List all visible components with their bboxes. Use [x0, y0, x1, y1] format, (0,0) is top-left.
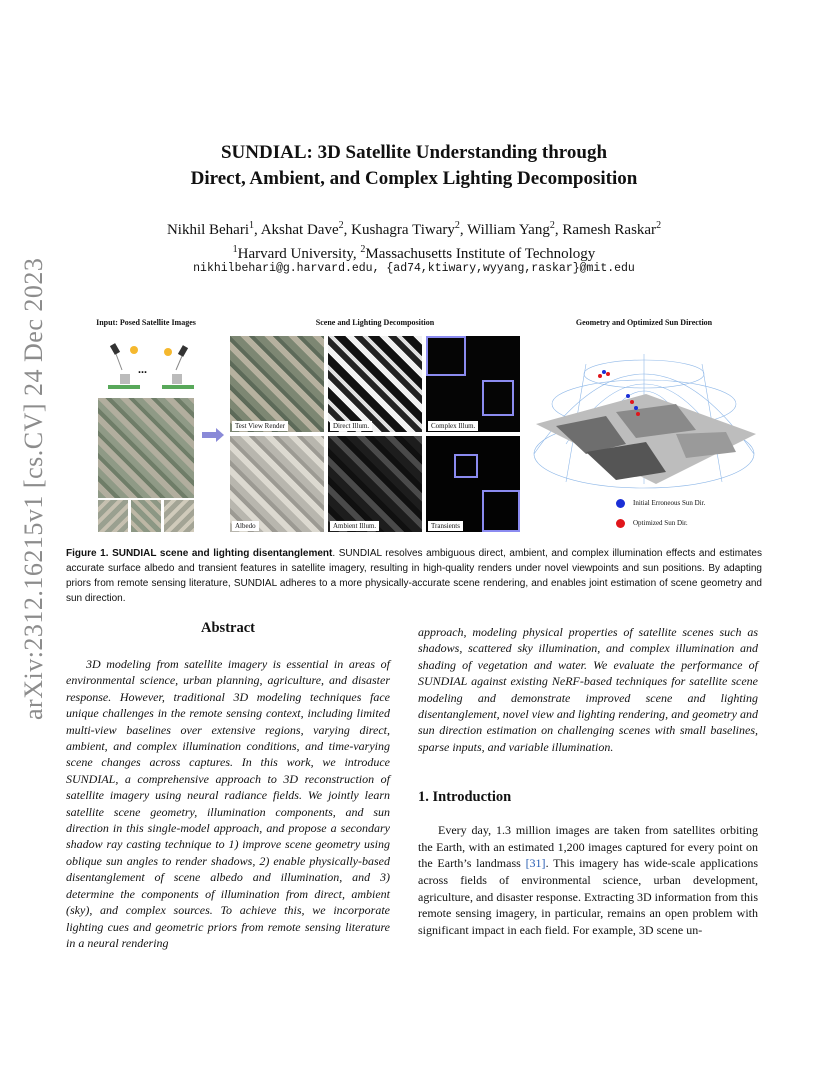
- more-views-ellipsis: ...: [138, 362, 147, 376]
- tile-label: Direct Illum.: [330, 421, 372, 431]
- title-line-2: Direct, Ambient, and Complex Lighting Decomposition: [190, 168, 638, 189]
- blue-dot-icon: [616, 499, 625, 508]
- panel-title-input: Input: Posed Satellite Images: [96, 318, 196, 327]
- author-block: [0, 216, 828, 264]
- introduction-heading: 1. Introduction: [418, 789, 512, 806]
- tile-label: Albedo: [232, 521, 259, 531]
- figure-1: [66, 318, 762, 534]
- author-name: Kushagra Tiwary: [351, 222, 455, 238]
- author-name: Nikhil Behari: [166, 222, 250, 238]
- panel-title-geometry: Geometry and Optimized Sun Direction: [575, 318, 713, 327]
- author-emails: nikhilbehari@g.harvard.edu, {ad74,ktiwary,wyyang,raskar}@mit.edu: [193, 262, 635, 275]
- legend-entry-initial: [616, 493, 756, 513]
- reconstructed-terrain: [536, 394, 756, 484]
- tile-label: Test View Render: [232, 421, 288, 431]
- affiliation-mark: 1: [249, 220, 255, 231]
- direct-illumination-tile: [328, 336, 422, 432]
- building-icon: [108, 374, 194, 389]
- author-name: Ramesh Raskar: [562, 222, 657, 238]
- paper-title: [0, 140, 828, 192]
- affiliation-mark: 1: [232, 244, 238, 255]
- satellite-image-small: [131, 500, 161, 532]
- author-list: Nikhil Behari$^1$, Akshat Dave$^2$, Kushagra Tiwary$^2$, William Yang$^2$, Ramesh Raskar$^2$: [166, 220, 662, 238]
- zoom-box: [454, 454, 478, 478]
- arxiv-identifier: arXiv:2312.16215v1 [cs.CV] 24 Dec 2023: [19, 257, 48, 721]
- arrow-right-icon: [202, 428, 226, 442]
- affiliation-list: $^1$Harvard University, $^2$Massachusetts Institute of Technology: [232, 244, 596, 262]
- sun-icon: [130, 346, 172, 356]
- zoom-box: [482, 490, 520, 532]
- introduction-text: [418, 822, 758, 938]
- panel-title-decomposition: Scene and Lighting Decomposition: [315, 318, 435, 327]
- satellite-image-main: [98, 398, 194, 498]
- complex-illumination-tile: [426, 336, 520, 432]
- legend-label: Optimized Sun Dir.: [633, 519, 688, 527]
- tile-label: Complex Illum.: [428, 421, 478, 431]
- figure-caption: [66, 546, 762, 606]
- transients-tile: [426, 436, 520, 532]
- right-column: [418, 624, 758, 938]
- affiliation-mark: 2: [549, 220, 555, 231]
- intro-text-part: Every day, 1.3 million images are taken from satellites orbiting the Earth, with an estimated 1,200 images captured for every point on the Earth’s landmass: [418, 823, 758, 871]
- zoom-box: [426, 336, 466, 376]
- intro-text-part: . This imagery has wide-scale applications across fields of environmental science, urban development, agriculture, and disaster response. Extracting 3D information from this remote sensing imagery, in particular, remains an open problem with significant impact in each field. For example, 3D scene un-: [418, 856, 759, 937]
- tile-label: Transients: [428, 521, 463, 531]
- legend-label: Initial Erroneous Sun Dir.: [633, 499, 706, 507]
- abstract-heading: Abstract: [201, 620, 255, 636]
- zoom-box: [482, 380, 514, 416]
- affiliation-mark: 2: [338, 220, 344, 231]
- test-view-render-tile: [230, 336, 324, 432]
- affiliation-name: Massachusetts Institute of Technology: [365, 246, 596, 262]
- affiliation-name: Harvard University: [237, 246, 353, 262]
- albedo-tile: [230, 436, 324, 532]
- abstract-text: 3D modeling from satellite imagery is essential in areas of environmental science, urban planning, agriculture, and disaster response. However, traditional 3D modeling techniques face unique challenges in the remote sensing context, including limited multi-view baselines over extensive regions, varying direct, ambient, and complex illumination conditions, and time-varying scene changes across captures. In this work, we introduce SUNDIAL, a comprehensive approach to 3D reconstruction of satellite imagery using neural radiance fields. We jointly learn satellite scene geometry, illumination components, and sun direction in this single-model approach, and propose a secondary shadow ray casting technique to 1) improve scene geometry using oblique sun angles to render shadows, 2) enable physically-based disentanglement of scene albedo and illumination, and 3) determine the components of illumination from direct, ambient (sky), and complex sources. To achieve this, we incorporate lighting cues and geometric priors from remote sensing literature in a neural rendering: [66, 657, 390, 950]
- left-column: [66, 620, 390, 951]
- abstract-text-continued: approach, modeling physical properties of satellite scenes such as shadows, scattered sky illumination, and complex illumination and shading of vegetation and water. We evaluate the performance of SUNDIAL against existing NeRF-based techniques for satellite scene modeling and demonstrate improved scene and lighting disentanglement, novel view and lighting rendering, and geometry and sun direction estimation on challenging scenes with small baselines, sparse inputs, and variable illumination.: [418, 625, 758, 754]
- affiliation-mark: 2: [656, 220, 662, 231]
- legend-entry-optimized: [616, 513, 756, 533]
- author-name: Akshat Dave: [260, 222, 339, 238]
- geometry-dome-render: [526, 334, 762, 504]
- ambient-illumination-tile: [328, 436, 422, 532]
- red-dot-icon: [616, 519, 625, 528]
- caption-label: Figure 1. SUNDIAL scene and lighting disentanglement: [66, 548, 333, 559]
- caption-text: . SUNDIAL resolves ambiguous direct, ambient, and complex illumination effects and estimates accurate surface albedo and transient features in satellite imagery, resulting in high-quality renders under novel viewpoints and sun positions. By adapting priors from remote sensing literature, SUNDIAL adheres to a more physically-accurate scene rendering, and enables joint estimation of scene geometry and sun direction.: [66, 548, 762, 604]
- citation-link[interactable]: [31]: [525, 856, 546, 871]
- tile-label: Ambient Illum.: [330, 521, 379, 531]
- satellite-image-small: [164, 500, 194, 532]
- author-name: William Yang: [467, 222, 550, 238]
- sun-direction-legend: [616, 493, 756, 533]
- affiliation-mark: 2: [360, 244, 366, 255]
- affiliation-mark: 2: [454, 220, 460, 231]
- satellite-icon: [110, 343, 188, 370]
- satellite-image-small: [98, 500, 128, 532]
- title-line-1: SUNDIAL: 3D Satellite Understanding through: [220, 142, 608, 163]
